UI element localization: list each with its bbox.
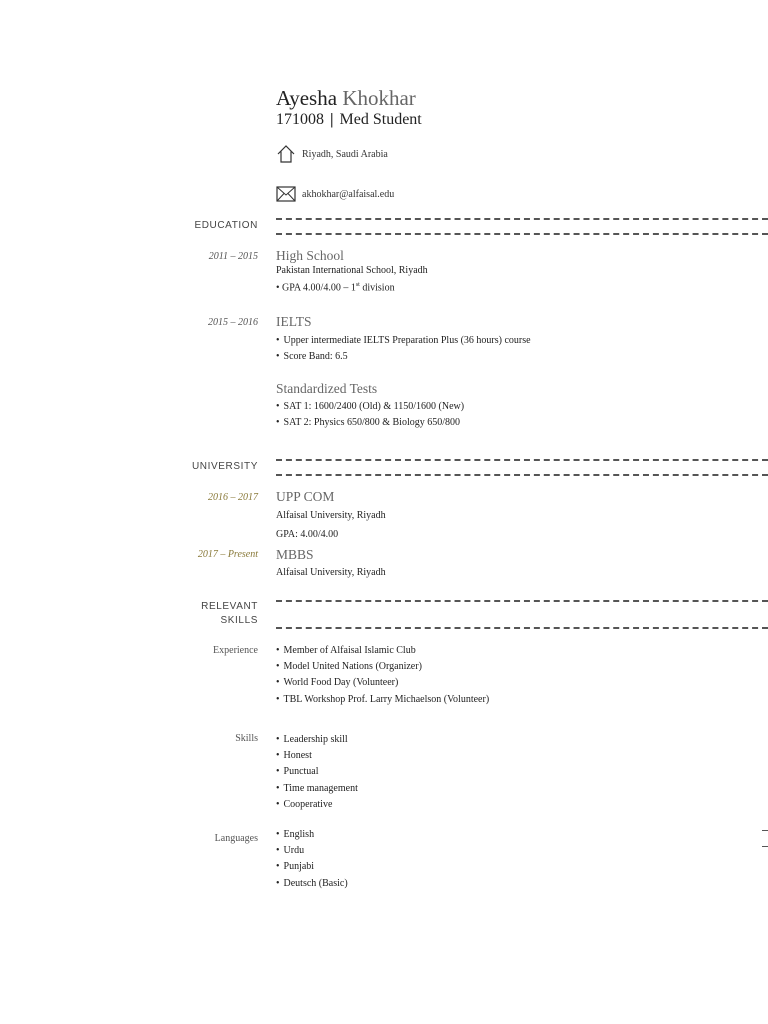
subtitle-separator: | — [330, 111, 334, 128]
email-row — [276, 186, 394, 202]
entry-gpa: • GPA 4.00/4.00 – 1st division — [276, 282, 395, 294]
skills-heading — [201, 600, 258, 628]
entry-title: MBBS — [276, 547, 314, 562]
gpa-prefix: GPA 4.00/4.00 – 1 — [282, 282, 356, 294]
list-item: • Deutsch (Basic) — [276, 876, 348, 892]
entry-institution: Alfaisal University, Riyadh — [276, 510, 386, 521]
skills-heading-line2: SKILLS — [220, 615, 258, 626]
list-item: • Punjabi — [276, 859, 348, 875]
list-item: • World Food Day (Volunteer) — [276, 675, 489, 691]
skills-heading-line1: RELEVANT — [201, 601, 258, 612]
first-name: Ayesha — [276, 86, 338, 110]
skills-label: Skills — [235, 733, 258, 744]
list-item: • Member of Alfaisal Islamic Club — [276, 643, 489, 659]
experience-label: Experience — [213, 645, 258, 656]
candidate-name — [276, 86, 416, 111]
entry-institution: Pakistan International School, Riyadh — [276, 265, 428, 276]
list-item: • Honest — [276, 748, 358, 764]
entry-gpa: GPA: 4.00/4.00 — [276, 529, 339, 540]
entry-title: UPP COM — [276, 489, 335, 504]
entry-date: 2016 – 2017 — [208, 492, 258, 503]
list-item: • TBL Workshop Prof. Larry Michaelson (Volunteer) — [276, 692, 489, 708]
entry-list — [276, 399, 464, 431]
gpa-suffix: division — [359, 282, 395, 294]
edge-mark — [762, 846, 768, 847]
entry-title: Standardized Tests — [276, 381, 378, 396]
list-item: • Urdu — [276, 843, 348, 859]
location-text: Riyadh, Saudi Arabia — [302, 148, 388, 160]
envelope-icon — [276, 186, 296, 202]
university-heading: UNIVERSITY — [191, 461, 258, 472]
languages-list — [276, 827, 348, 892]
location-row — [276, 144, 388, 164]
list-item: • Upper intermediate IELTS Preparation Plus (36 hours) course — [276, 333, 531, 349]
skills-list — [276, 732, 358, 813]
section-divider — [276, 627, 768, 629]
list-item: • Leadership skill — [276, 732, 358, 748]
list-item: • English — [276, 827, 348, 843]
entry-date: 2011 – 2015 — [208, 251, 258, 262]
entry-date: 2015 – 2016 — [208, 317, 258, 328]
student-id: 171008 — [276, 111, 324, 128]
section-divider — [276, 233, 768, 235]
entry-title: High School — [276, 248, 344, 263]
list-item: • Punctual — [276, 764, 358, 780]
languages-label: Languages — [214, 833, 258, 844]
entry-date: 2017 – Present — [197, 549, 258, 560]
edge-mark — [762, 830, 768, 831]
entry-institution: Alfaisal University, Riyadh — [276, 567, 386, 578]
last-name: Khokhar — [342, 86, 416, 110]
subtitle — [276, 111, 422, 129]
list-item: • Cooperative — [276, 797, 358, 813]
list-item: • Score Band: 6.5 — [276, 349, 531, 365]
role: Med Student — [339, 111, 422, 128]
list-item: • Time management — [276, 781, 358, 797]
list-item: • SAT 1: 1600/2400 (Old) & 1150/1600 (New) — [276, 399, 464, 415]
list-item: • SAT 2: Physics 650/800 & Biology 650/800 — [276, 415, 464, 431]
entry-title: IELTS — [276, 314, 312, 329]
section-divider — [276, 600, 768, 602]
list-item: • Model United Nations (Organizer) — [276, 659, 489, 675]
section-divider — [276, 474, 768, 476]
home-icon — [276, 144, 296, 164]
gpa-superscript: st — [355, 282, 360, 288]
experience-list — [276, 643, 489, 708]
email-link[interactable]: akhokhar@alfaisal.edu — [302, 188, 395, 200]
section-divider — [276, 459, 768, 461]
education-heading: EDUCATION — [194, 220, 258, 231]
section-divider — [276, 218, 768, 220]
entry-list — [276, 333, 531, 365]
